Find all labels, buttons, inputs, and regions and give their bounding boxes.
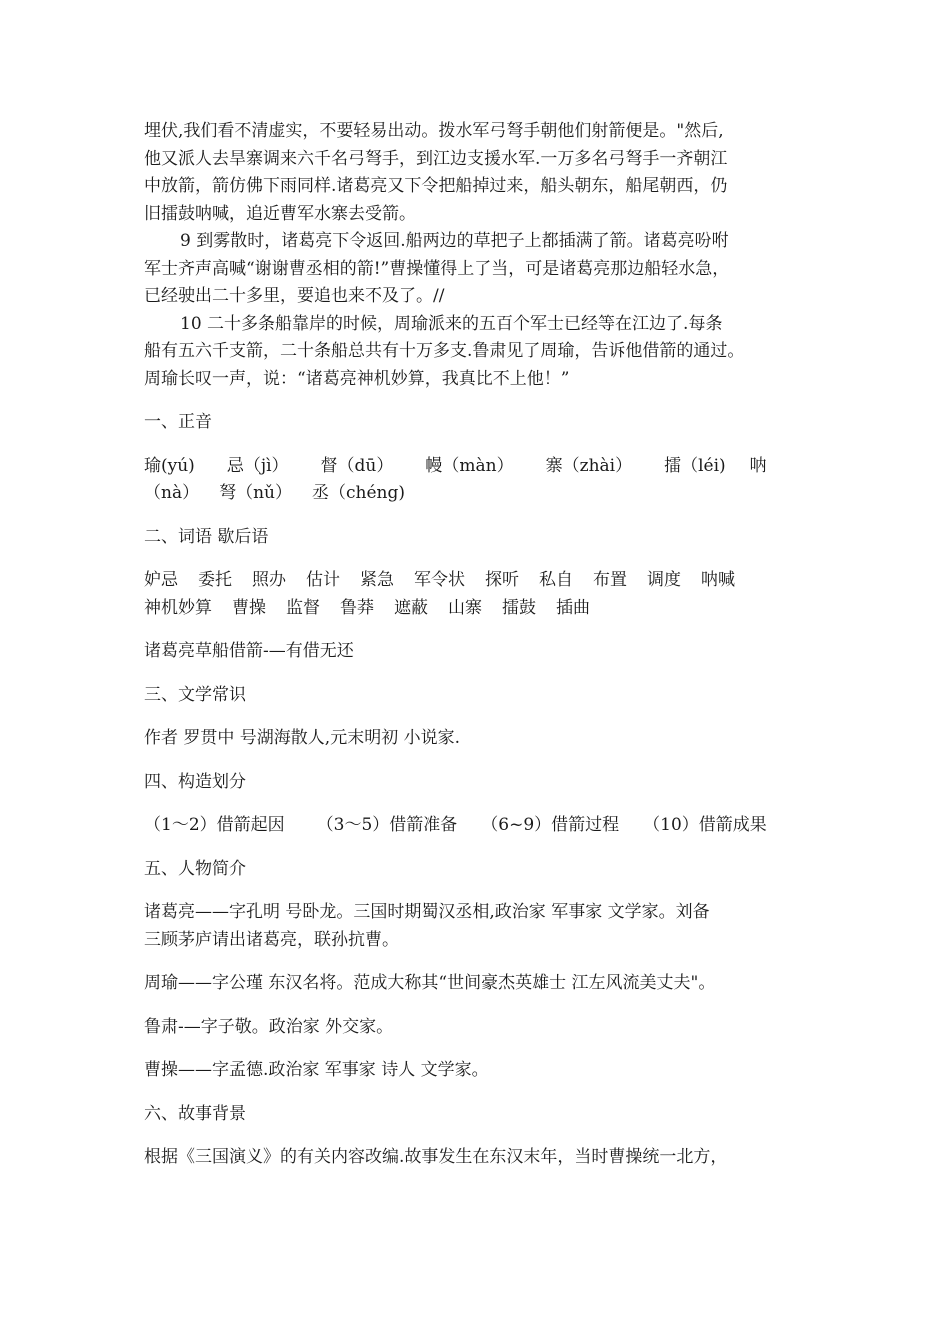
vocabulary-word: 神机妙算 [144,597,212,618]
text-line: 埋伏,我们看不清虚实，不要轻易出动。拨水军弓弩手朝他们射箭便是。"然后, [144,121,724,141]
pronunciation-list [144,453,824,508]
pronunciation-row [144,480,824,508]
vocabulary-word: 照办 [252,570,286,590]
character-zhou-yu: 周瑜——字公瑾 东汉名将。范成大称其“世间豪杰英雄士 江左风流美丈夫"。 [144,973,716,993]
vocabulary-list [144,567,824,622]
vocabulary-word: 插曲 [556,597,590,618]
pronunciation-item: 忌（jì） [226,455,289,476]
vocabulary-word: 曹操 [232,597,266,618]
structure-parts [144,812,824,840]
section-heading-literature: 三、文学常识 [144,684,246,705]
character-zhuge-liang [144,899,824,954]
vocabulary-row [144,595,824,623]
structure-part: （1～2）借箭起因 [144,815,285,835]
character-cao-cao: 曹操——字孟德.政治家 军事家 诗人 文学家。 [144,1060,489,1080]
pronunciation-item: 丞（chéng) [312,483,405,503]
vocabulary-word: 呐喊 [701,570,735,590]
vocabulary-word: 遮蔽 [394,597,428,618]
vocabulary-word: 私自 [539,570,573,590]
character-lu-su: 鲁肃-—字子敬。政治家 外交家。 [144,1016,394,1037]
pronunciation-item: 督（dū） [320,455,394,476]
pronunciation-item: 寨（zhài） [545,455,633,476]
document-page [144,118,824,1172]
pronunciation-row [144,453,824,481]
pronunciation-item: 瑜(yú) [144,455,195,476]
text-line: 周瑜长叹一声，说：“诸葛亮神机妙算，我真比不上他！” [144,368,570,389]
author-info: 作者 罗贯中 号湖海散人,元末明初 小说家. [144,728,461,748]
xiehouyu-text: 诸葛亮草船借箭-—有借无还 [144,641,354,661]
pronunciation-item: 呐 [749,455,767,476]
vocabulary-word: 探听 [485,570,519,590]
vocabulary-word: 紧急 [360,570,394,590]
background-text: 根据《三国演义》的有关内容改编.故事发生在东汉末年，当时曹操统一北方， [144,1147,728,1167]
vocabulary-word: 布置 [593,570,627,590]
vocabulary-word: 山寨 [448,597,482,618]
structure-part: （6~9）借箭过程 [481,815,620,835]
vocabulary-word: 鲁莽 [340,597,374,618]
vocabulary-word: 监督 [286,597,320,618]
vocabulary-row [144,567,824,595]
text-line: 10 二十多条船靠岸的时候，周瑜派来的五百个军士已经等在江边了.每条 [180,313,723,334]
pronunciation-item: （nà） [144,483,200,503]
vocabulary-word: 妒忌 [144,570,178,590]
section-heading-pronunciation: 一、正音 [144,412,212,432]
section-heading-characters: 五、人物简介 [144,858,246,879]
section-heading-background: 六、故事背景 [144,1103,246,1124]
text-line: 军士齐声高喊“谢谢曹丞相的箭!”曹操懂得上了当，可是诸葛亮那边船轻水急， [144,258,730,279]
story-paragraph-continued [144,118,824,228]
text-line: 旧擂鼓呐喊，追近曹军水寨去受箭。 [144,203,416,224]
text-line: 9 到雾散时，诸葛亮下令返回.船两边的草把子上都插满了箭。诸葛亮吩咐 [180,231,729,251]
text-line: 已经驶出二十多里，要追也来不及了。// [144,286,445,306]
section-heading-structure: 四、构造划分 [144,771,246,792]
text-line: 中放箭，箭仿佛下雨同样.诸葛亮又下令把船掉过来，船头朝东，船尾朝西，仍 [144,176,728,196]
pronunciation-item: 弩（nǔ） [219,483,292,503]
text-line: 三顾茅庐请出诸葛亮，联孙抗曹。 [144,929,399,950]
vocabulary-word: 擂鼓 [502,597,536,618]
pronunciation-item: 幔（màn） [425,455,514,476]
vocabulary-word: 调度 [647,570,681,590]
section-heading-vocabulary: 二、词语 歇后语 [144,526,269,547]
vocabulary-word: 军令状 [414,570,465,590]
text-line: 他又派人去旱寨调来六千名弓弩手，到江边支援水军.一万多名弓弩手一齐朝江 [144,148,728,169]
structure-part: （10）借箭成果 [643,815,767,835]
story-paragraph-9 [144,228,824,311]
text-line: 船有五六千支箭，二十条船总共有十万多支.鲁肃见了周瑜，告诉他借箭的通过。 [144,341,745,361]
structure-part: （3～5）借箭准备 [316,815,458,835]
text-line: 诸葛亮——字孔明 号卧龙。三国时期蜀汉丞相,政治家 军事家 文学家。刘备 [144,902,710,922]
vocabulary-word: 估计 [306,570,340,590]
pronunciation-item: 擂（léi) [664,455,726,476]
story-paragraph-10 [144,311,824,394]
vocabulary-word: 委托 [198,570,232,590]
